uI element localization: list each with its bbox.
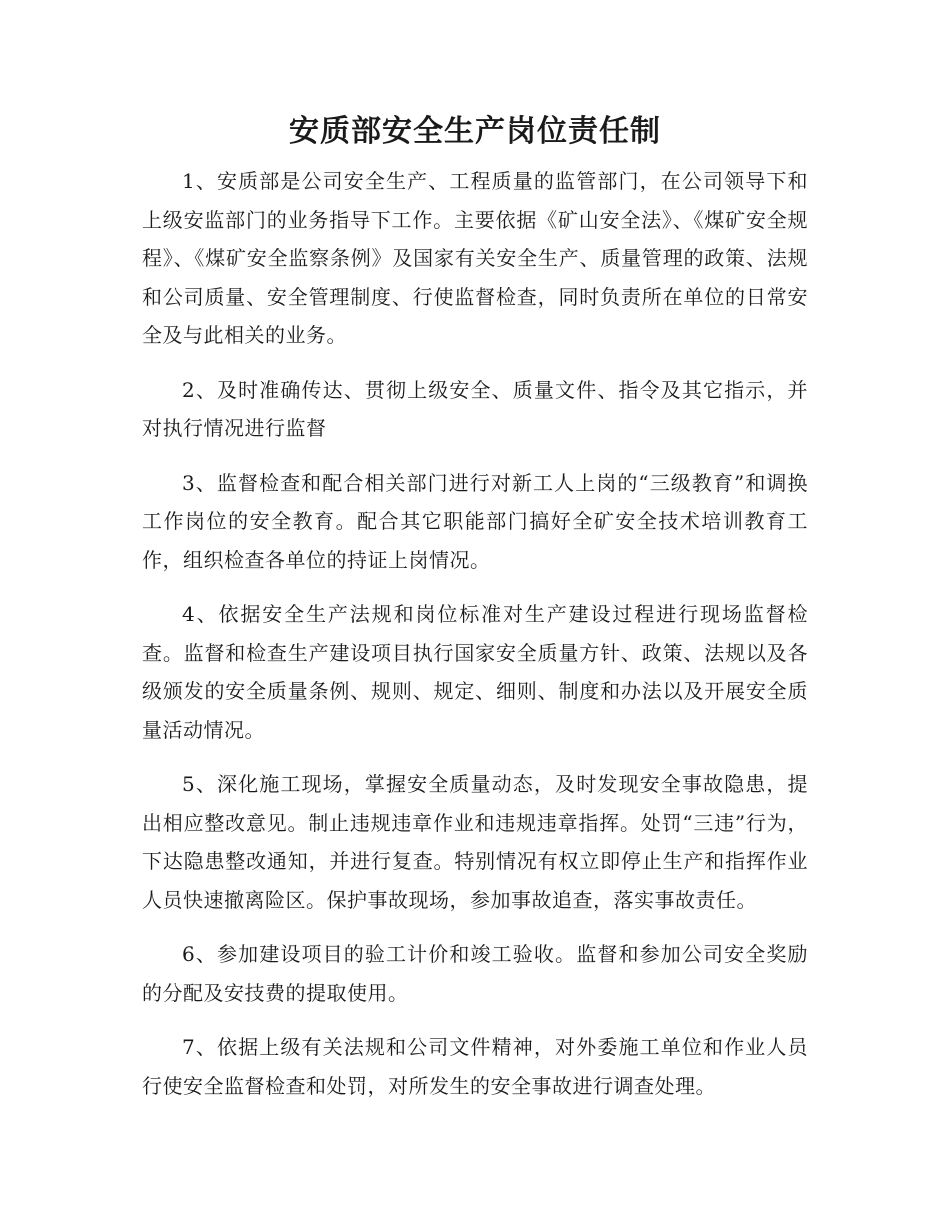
- paragraph-2: 2、及时准确传达、贯彻上级安全、质量文件、指令及其它指示，并对执行情况进行监督: [142, 377, 808, 440]
- paragraph-3: 3、监督检查和配合相关部门进行对新工人上岗的“三级教育”和调换工作岗位的安全教育。配合其它职能部门搞好全矿安全技术培训教育工作，组织检查各单位的持证上岗情况。: [142, 470, 808, 572]
- paragraph-4: 4、依据安全生产法规和岗位标准对生产建设过程进行现场监督检查。监督和检查生产建设项目执行国家安全质量方针、政策、法规以及各级颁发的安全质量条例、规则、规定、细则、制度和办法以及开展安全质量活动情况。: [142, 602, 808, 742]
- document-body: [142, 162, 808, 1121]
- paragraph-1: 1、安质部是公司安全生产、工程质量的监管部门，在公司领导下和上级安监部门的业务指导下工作。主要依据《矿山安全法》、《煤矿安全规程》、《煤矿安全监察条例》及国家有关安全生产、质量管理的政策、法规和公司质量、安全管理制度、行使监督检查，同时负责所在单位的日常安全及与此相关的业务。: [142, 169, 808, 347]
- document-title: 安质部安全生产岗位责任制: [289, 114, 661, 149]
- paragraph-5: 5、深化施工现场，掌握安全质量动态，及时发现安全事故隐患，提出相应整改意见。制止违规违章作业和违规违章指挥。处罚“三违”行为，下达隐患整改通知，并进行复查。特别情况有权立即停止生产和指挥作业人员快速撤离险区。保护事故现场，参加事故追查，落实事故责任。: [142, 772, 808, 912]
- paragraph-6: 6、参加建设项目的验工计价和竣工验收。监督和参加公司安全奖励的分配及安技费的提取使用。: [142, 942, 808, 1005]
- paragraph-7: 7、依据上级有关法规和公司文件精神，对外委施工单位和作业人员行使安全监督检查和处罚，对所发生的安全事故进行调查处理。: [142, 1035, 808, 1098]
